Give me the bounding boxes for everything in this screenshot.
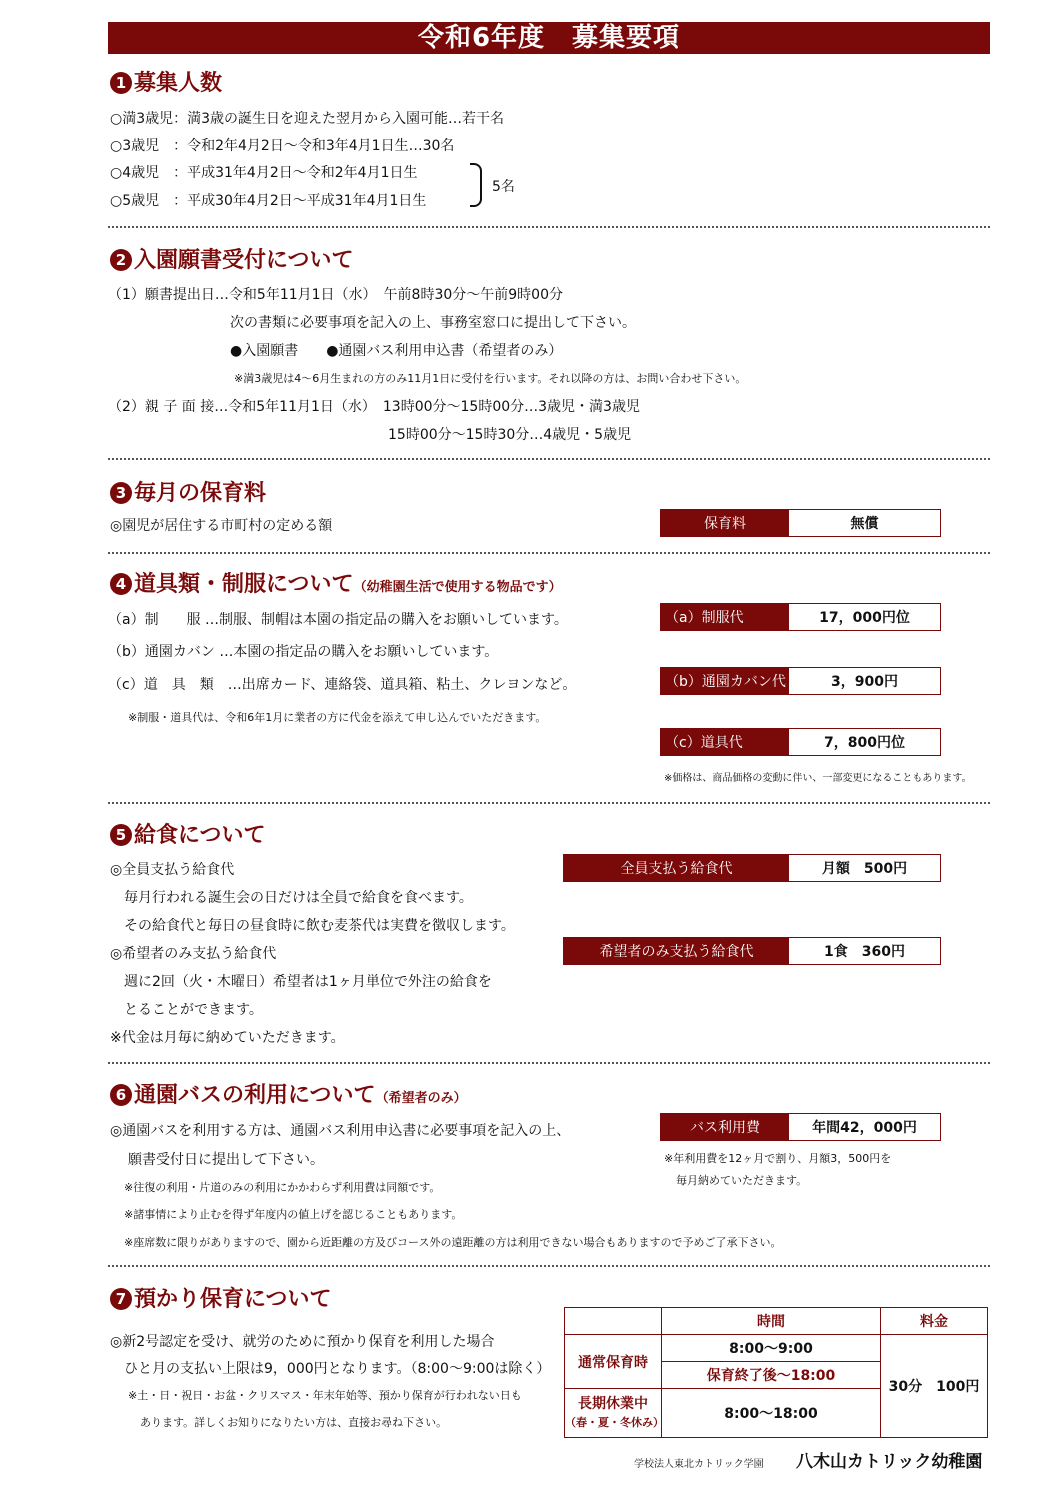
- row-label-regular: 通常保育時: [565, 1335, 662, 1389]
- fee-box: [563, 937, 941, 965]
- note: ※満3歳児は4～6月生まれの方のみ11月1日に受付を行います。それ以降の方は、お問い合わせ下さい。: [234, 372, 747, 385]
- divider: [108, 226, 990, 228]
- page-title: 令和6年度 募集要項: [108, 22, 990, 54]
- fee-box: [660, 1113, 941, 1141]
- number-badge: 2: [110, 249, 132, 271]
- table-header-time: 時間: [662, 1308, 881, 1335]
- note: ※諸事情により止むを得ず年度内の値上げを認じることもあります。: [124, 1208, 463, 1221]
- section-3-heading: 3 毎月の保育料: [110, 476, 266, 507]
- fee-box: [660, 509, 941, 537]
- number-badge: 7: [110, 1288, 132, 1310]
- fee-value: 7，800円位: [789, 729, 940, 755]
- fee-box: [563, 854, 941, 882]
- note: ※年利用費を12ヶ月で割り、月額3，500円を: [664, 1152, 892, 1165]
- fee-box: [660, 728, 941, 756]
- number-badge: 5: [110, 824, 132, 846]
- number-badge: 4: [110, 573, 132, 595]
- list-item: ○5歳児 ：平成30年4月2日～平成31年4月1日生: [110, 193, 427, 209]
- note: 毎月納めていただきます。: [676, 1174, 808, 1187]
- fee-box: [660, 603, 941, 631]
- list-item: ◎新2号認定を受け、就労のために預かり保育を利用した場合: [110, 1334, 495, 1350]
- list-item: ◎園児が居住する市町村の定める額: [110, 518, 333, 534]
- section-1-heading: 1 募集人数: [110, 66, 222, 97]
- list-item: （2）親 子 面 接…令和5年11月1日（水） 13時00分～15時00分…3歳児・満3歳児: [108, 399, 640, 415]
- table-cell-fee: 30分 100円: [881, 1335, 988, 1438]
- list-item: 毎月行われる誕生会の日だけは全員で給食を食べます。: [124, 890, 473, 906]
- fee-label: 保育料: [661, 510, 789, 536]
- fee-value: 1食 360円: [789, 938, 940, 964]
- table-cell-time: 保育終了後～18:00: [662, 1362, 881, 1389]
- note: ※価格は、商品価格の変動に伴い、一部変更になることもあります。: [664, 773, 972, 784]
- note: ※往復の利用・片道のみの利用にかかわらず利用費は同額です。: [124, 1181, 441, 1194]
- list-item: ●入園願書 ●通園バス利用申込書（希望者のみ）: [230, 343, 563, 359]
- childcare-table: [564, 1307, 988, 1438]
- note: ※制服・道具代は、令和6年1月に業者の方に代金を添えて申し込んでいただきます。: [128, 711, 547, 724]
- table-header-fee: 料金: [881, 1308, 988, 1335]
- section-6-heading: 6 通園バスの利用について（希望者のみ）: [110, 1078, 467, 1109]
- divider: [108, 802, 990, 804]
- fee-value: 無償: [789, 510, 940, 536]
- fee-label: バス利用費: [661, 1114, 789, 1140]
- list-item: （1）願書提出日…令和5年11月1日（水） 午前8時30分～午前9時00分: [108, 287, 563, 303]
- number-badge: 6: [110, 1084, 132, 1106]
- note: ※座席数に限りがありますので、園から近距離の方及びコース外の遠距離の方は利用できない場合もありますので予めご了承下さい。: [124, 1236, 782, 1249]
- list-item: ◎全員支払う給食代: [110, 862, 235, 878]
- list-item: （b）通園カバン …本園の指定品の購入をお願いしています。: [108, 644, 499, 660]
- list-item: （c）道 具 類 …出席カード、連絡袋、道具箱、粘土、クレヨンなど。: [108, 677, 577, 693]
- list-item: ひと月の支払い上限は9，000円となります。（8:00～9:00は除く）: [124, 1361, 551, 1377]
- note: あります。詳しくお知りになりたい方は、直接お尋ね下さい。: [140, 1416, 448, 1429]
- row-label-holiday: 長期休業中 （春・夏・冬休み）: [565, 1389, 662, 1438]
- list-item: ◎通園バスを利用する方は、通園バス利用申込書に必要事項を記入の上、: [110, 1123, 571, 1139]
- list-item: その給食代と毎日の昼食時に飲む麦茶代は実費を徴収します。: [124, 918, 515, 934]
- list-item: 週に2回（火・木曜日）希望者は1ヶ月単位で外注の給食を: [124, 974, 492, 990]
- list-item: ○3歳児 ：令和2年4月2日～令和3年4月1日生…30名: [110, 138, 455, 154]
- list-item: ○4歳児 ：平成31年4月2日～令和2年4月1日生: [110, 165, 418, 181]
- list-item: 次の書類に必要事項を記入の上、事務室窓口に提出して下さい。: [230, 315, 636, 331]
- section-2-heading: 2 入園願書受付について: [110, 243, 354, 274]
- section-4-heading: 4 道具類・制服について（幼稚園生活で使用する物品です）: [110, 567, 562, 598]
- footer-org: 学校法人東北カトリック学園: [634, 1459, 764, 1470]
- note: ※土・日・祝日・お盆・クリスマス・年末年始等、預かり保育が行われない日も: [128, 1389, 522, 1402]
- list-item: 願書受付日に提出して下さい。: [128, 1152, 324, 1168]
- list-item: ◎希望者のみ支払う給食代: [110, 946, 277, 962]
- number-badge: 1: [110, 72, 132, 94]
- brace-label: 5名: [492, 179, 515, 195]
- divider: [108, 552, 990, 554]
- fee-value: 3，900円: [789, 668, 940, 694]
- section-5-heading: 5 給食について: [110, 818, 266, 849]
- table-cell-time: 8:00～9:00: [662, 1335, 881, 1362]
- list-item: （a）制 服 …制服、制帽は本園の指定品の購入をお願いしています。: [108, 612, 568, 628]
- fee-label: 希望者のみ支払う給食代: [564, 938, 789, 964]
- fee-label: 全員支払う給食代: [564, 855, 789, 881]
- fee-label: （c）道具代: [661, 729, 789, 755]
- number-badge: 3: [110, 482, 132, 504]
- list-item: ※代金は月毎に納めていただきます。: [110, 1030, 345, 1046]
- table-corner: [565, 1308, 662, 1335]
- fee-value: 17，000円位: [789, 604, 940, 630]
- fee-label: （b）通園カバン代: [661, 668, 789, 694]
- divider: [108, 1265, 990, 1267]
- brace: [470, 163, 482, 207]
- list-item: 15時00分～15時30分…4歳児・5歳児: [388, 427, 632, 443]
- footer-school-name: 八木山カトリック幼稚園: [796, 1452, 983, 1472]
- fee-value: 月額 500円: [789, 855, 940, 881]
- fee-label: （a）制服代: [661, 604, 789, 630]
- list-item: とることができます。: [124, 1002, 263, 1018]
- divider: [108, 458, 990, 460]
- fee-value: 年間42，000円: [789, 1114, 940, 1140]
- divider: [108, 1062, 990, 1064]
- list-item: ○満3歳児：満3歳の誕生日を迎えた翌月から入園可能…若干名: [110, 111, 505, 127]
- table-cell-time: 8:00～18:00: [662, 1389, 881, 1438]
- section-7-heading: 7 預かり保育について: [110, 1282, 332, 1313]
- fee-box: [660, 667, 941, 695]
